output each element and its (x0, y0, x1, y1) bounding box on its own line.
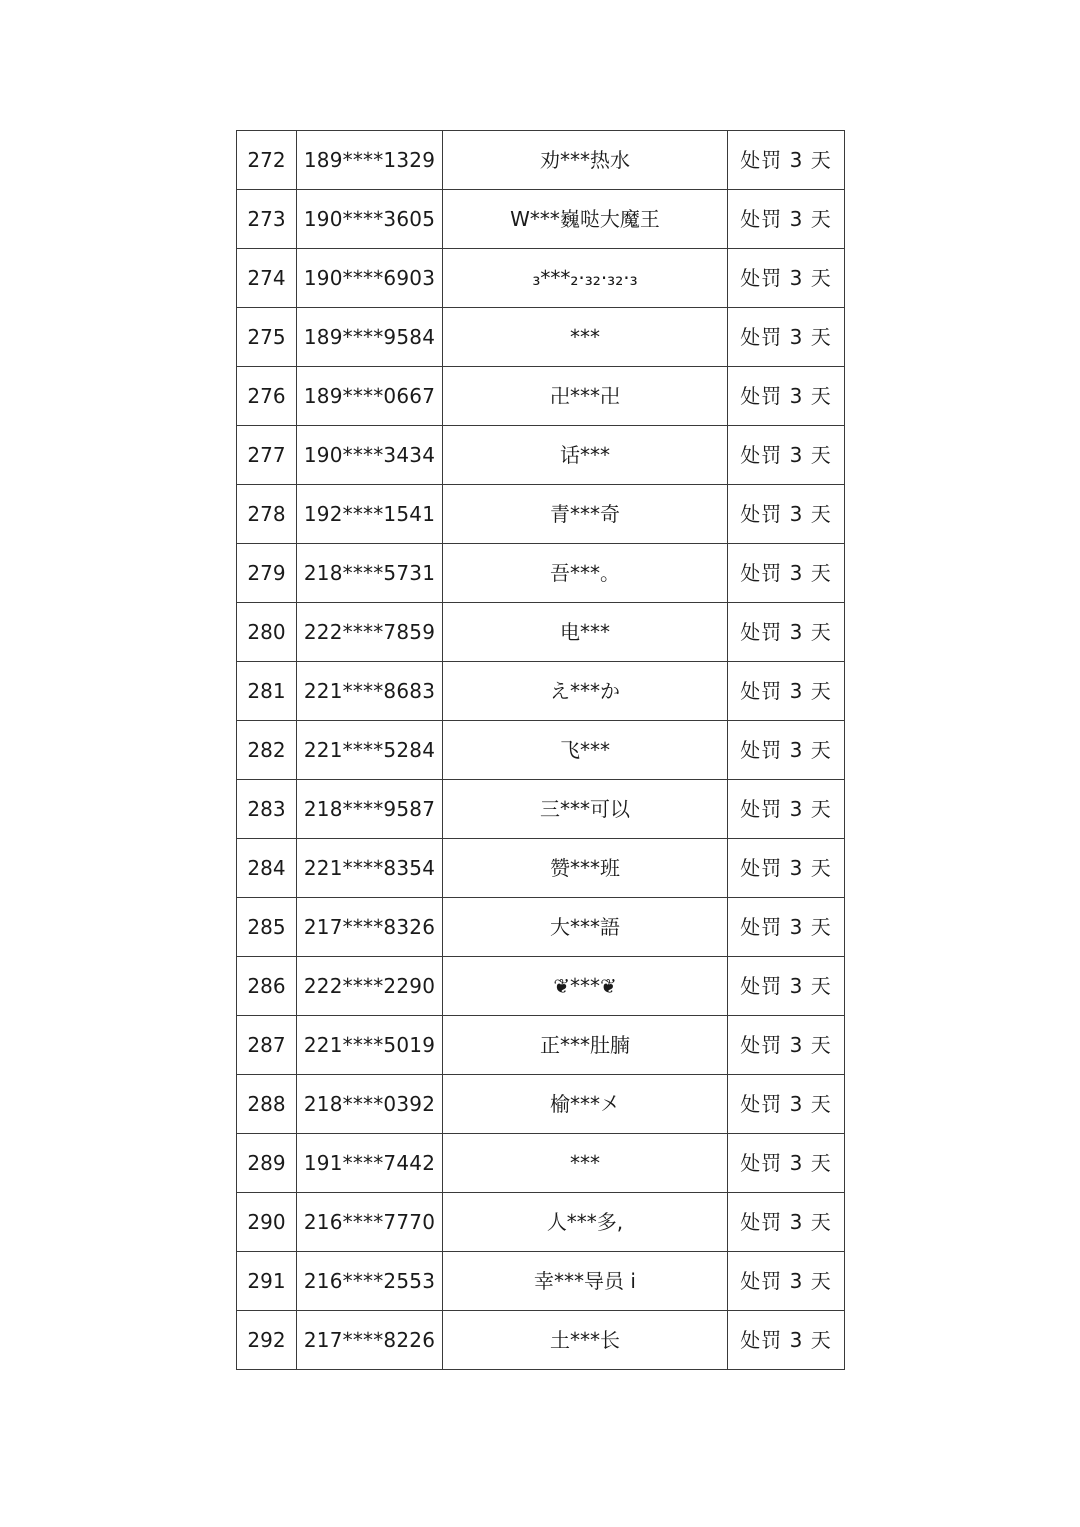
phone-number: 222****7859 (297, 603, 443, 662)
row-number: 281 (237, 662, 297, 721)
penalty-text: 处罚 3 天 (728, 367, 845, 426)
penalty-text: 处罚 3 天 (728, 190, 845, 249)
user-nickname: 幸***导员 i (443, 1252, 728, 1311)
penalty-text: 处罚 3 天 (728, 131, 845, 190)
phone-number: 192****1541 (297, 485, 443, 544)
row-number: 277 (237, 426, 297, 485)
user-nickname: 榆***㐅 (443, 1075, 728, 1134)
penalty-text: 处罚 3 天 (728, 1193, 845, 1252)
user-nickname: 正***肚腩 (443, 1016, 728, 1075)
penalty-text: 处罚 3 天 (728, 485, 845, 544)
table-row (237, 721, 845, 780)
row-number: 290 (237, 1193, 297, 1252)
user-nickname: *** (443, 308, 728, 367)
user-nickname: 三***可以 (443, 780, 728, 839)
phone-number: 217****8326 (297, 898, 443, 957)
phone-number: 218****5731 (297, 544, 443, 603)
user-nickname: 青***奇 (443, 485, 728, 544)
row-number: 279 (237, 544, 297, 603)
row-number: 284 (237, 839, 297, 898)
row-number: 276 (237, 367, 297, 426)
table-row (237, 308, 845, 367)
row-number: 288 (237, 1075, 297, 1134)
penalty-text: 处罚 3 天 (728, 308, 845, 367)
row-number: 292 (237, 1311, 297, 1370)
penalty-text: 处罚 3 天 (728, 603, 845, 662)
user-nickname: 吾***。 (443, 544, 728, 603)
user-nickname: え***か (443, 662, 728, 721)
user-nickname: 卍***卍 (443, 367, 728, 426)
penalty-text: 处罚 3 天 (728, 1016, 845, 1075)
table-row (237, 603, 845, 662)
phone-number: 222****2290 (297, 957, 443, 1016)
penalty-text: 处罚 3 天 (728, 249, 845, 308)
phone-number: 216****7770 (297, 1193, 443, 1252)
table-row (237, 1075, 845, 1134)
penalty-text: 处罚 3 天 (728, 1075, 845, 1134)
row-number: 280 (237, 603, 297, 662)
row-number: 282 (237, 721, 297, 780)
table-row (237, 131, 845, 190)
penalty-text: 处罚 3 天 (728, 1134, 845, 1193)
phone-number: 190****3605 (297, 190, 443, 249)
user-nickname: *** (443, 1134, 728, 1193)
table-row (237, 1252, 845, 1311)
user-nickname: 赞***班 (443, 839, 728, 898)
table-row (237, 249, 845, 308)
phone-number: 189****9584 (297, 308, 443, 367)
user-nickname: ❦***❦ (443, 957, 728, 1016)
row-number: 283 (237, 780, 297, 839)
phone-number: 216****2553 (297, 1252, 443, 1311)
row-number: 286 (237, 957, 297, 1016)
user-nickname: ₃***₂·₃₂·₃₂·₃ (443, 249, 728, 308)
penalty-text: 处罚 3 天 (728, 898, 845, 957)
phone-number: 190****3434 (297, 426, 443, 485)
penalty-text: 处罚 3 天 (728, 957, 845, 1016)
penalty-text: 处罚 3 天 (728, 426, 845, 485)
phone-number: 189****0667 (297, 367, 443, 426)
penalty-text: 处罚 3 天 (728, 839, 845, 898)
table-row (237, 780, 845, 839)
user-nickname: 话*** (443, 426, 728, 485)
phone-number: 221****8683 (297, 662, 443, 721)
penalty-text: 处罚 3 天 (728, 662, 845, 721)
penalty-text: 处罚 3 天 (728, 780, 845, 839)
user-nickname: 飞*** (443, 721, 728, 780)
table-row (237, 544, 845, 603)
table-row (237, 957, 845, 1016)
user-nickname: 土***长 (443, 1311, 728, 1370)
table-row (237, 1016, 845, 1075)
penalty-text: 处罚 3 天 (728, 721, 845, 780)
row-number: 273 (237, 190, 297, 249)
penalty-text: 处罚 3 天 (728, 1311, 845, 1370)
phone-number: 221****5284 (297, 721, 443, 780)
table-row (237, 190, 845, 249)
row-number: 278 (237, 485, 297, 544)
phone-number: 221****5019 (297, 1016, 443, 1075)
phone-number: 190****6903 (297, 249, 443, 308)
table-row (237, 662, 845, 721)
user-nickname: 大***語 (443, 898, 728, 957)
table-row (237, 1311, 845, 1370)
table-row (237, 1193, 845, 1252)
table-row (237, 1134, 845, 1193)
penalty-table (236, 130, 845, 1370)
table-row (237, 426, 845, 485)
row-number: 291 (237, 1252, 297, 1311)
phone-number: 189****1329 (297, 131, 443, 190)
penalty-text: 处罚 3 天 (728, 544, 845, 603)
phone-number: 221****8354 (297, 839, 443, 898)
row-number: 274 (237, 249, 297, 308)
row-number: 289 (237, 1134, 297, 1193)
row-number: 272 (237, 131, 297, 190)
table-row (237, 898, 845, 957)
row-number: 285 (237, 898, 297, 957)
penalty-text: 处罚 3 天 (728, 1252, 845, 1311)
row-number: 287 (237, 1016, 297, 1075)
table-row (237, 367, 845, 426)
table-row (237, 485, 845, 544)
user-nickname: 劝***热水 (443, 131, 728, 190)
phone-number: 217****8226 (297, 1311, 443, 1370)
table-row (237, 839, 845, 898)
row-number: 275 (237, 308, 297, 367)
user-nickname: 电*** (443, 603, 728, 662)
user-nickname: W***巍哒大魔王 (443, 190, 728, 249)
phone-number: 218****9587 (297, 780, 443, 839)
phone-number: 218****0392 (297, 1075, 443, 1134)
phone-number: 191****7442 (297, 1134, 443, 1193)
user-nickname: 人***多, (443, 1193, 728, 1252)
